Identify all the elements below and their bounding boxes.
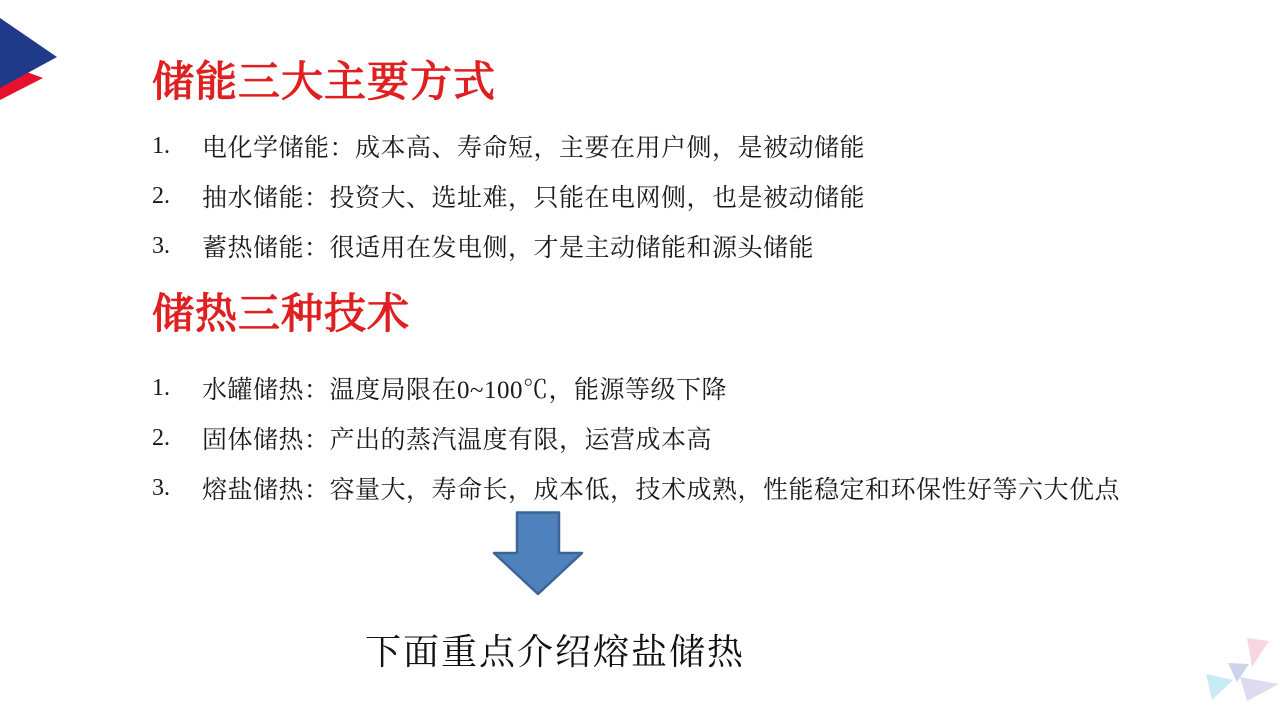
list-item-number: 2. xyxy=(152,182,170,209)
list-item xyxy=(152,171,1220,221)
down-arrow-icon xyxy=(492,511,584,596)
list-item-text: 熔盐储热：容量大，寿命长，成本低，技术成熟，性能稳定和环保性好等六大优点 xyxy=(202,477,1121,504)
deco-pink-triangle xyxy=(1247,638,1269,667)
section-heading-heat-storage-tech: 储热三种技术 xyxy=(152,290,411,337)
list-item xyxy=(152,463,1220,513)
section-heading-storage-methods: 储能三大主要方式 xyxy=(152,58,497,105)
list-item xyxy=(152,121,1220,171)
list-item-number: 1. xyxy=(152,132,170,159)
list-item-text: 抽水储能：投资大、选址难，只能在电网侧，也是被动储能 xyxy=(202,185,866,212)
list-item xyxy=(152,413,1220,463)
list-item-text: 蓄热储能：很适用在发电侧，才是主动储能和源头储能 xyxy=(202,235,815,262)
corner-triangles-icon xyxy=(0,10,62,110)
deco-cyan-triangle xyxy=(1206,674,1233,700)
storage-methods-list xyxy=(152,121,1220,271)
list-item-text: 水罐储热：温度局限在0~100℃，能源等级下降 xyxy=(202,377,728,404)
down-arrow-shape xyxy=(494,513,582,595)
pastel-triangles-icon xyxy=(1192,630,1280,705)
heat-storage-tech-list xyxy=(152,363,1220,513)
list-item-number: 3. xyxy=(152,474,170,501)
list-item-text: 固体储热：产出的蒸汽温度有限，运营成本高 xyxy=(202,427,713,454)
list-item-number: 1. xyxy=(152,374,170,401)
deco-lavender-triangle xyxy=(1240,677,1279,701)
list-item-text: 电化学储能：成本高、寿命短，主要在用户侧，是被动储能 xyxy=(202,135,866,162)
list-item xyxy=(152,221,1220,271)
list-item xyxy=(152,363,1220,413)
list-item-number: 2. xyxy=(152,424,170,451)
list-item-number: 3. xyxy=(152,232,170,259)
conclusion-text: 下面重点介绍熔盐储热 xyxy=(365,632,746,672)
